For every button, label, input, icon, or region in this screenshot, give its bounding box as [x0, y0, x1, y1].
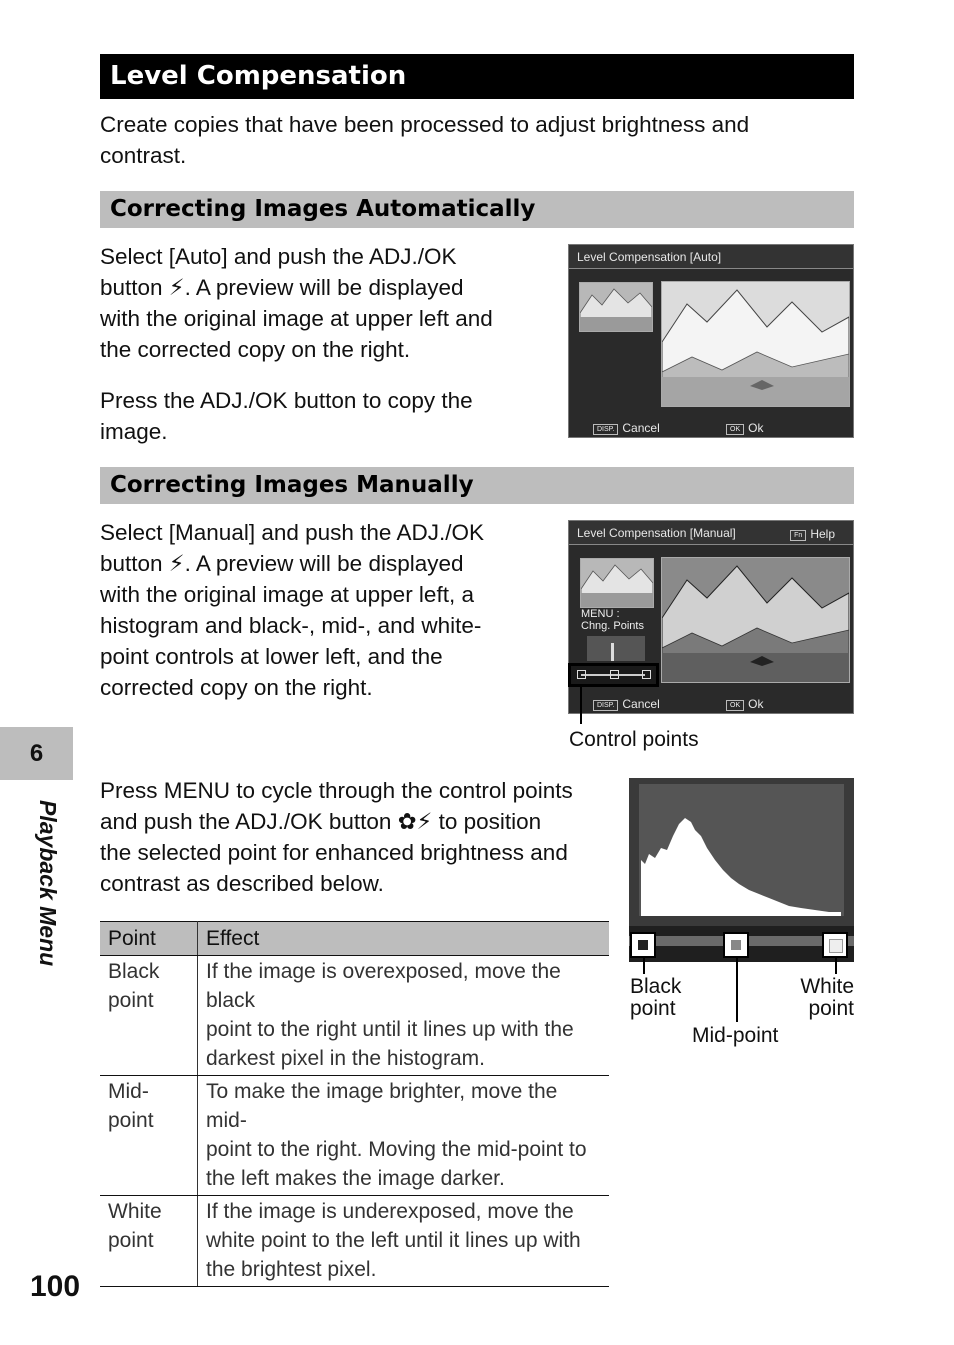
- white-point-label: [798, 976, 854, 1020]
- mid-point-label: Mid-point: [692, 1024, 779, 1047]
- effect-cell: [198, 956, 610, 1076]
- text-line: with the original image at upper left, a: [100, 582, 474, 607]
- mid-point-swatch: [731, 940, 741, 950]
- cell-line: point: [108, 989, 154, 1012]
- mini-histogram: [587, 636, 645, 661]
- cell-line: White: [108, 1200, 162, 1223]
- ok-key-icon: OK: [726, 700, 744, 711]
- effects-table: [100, 921, 609, 1287]
- original-thumbnail: [579, 282, 653, 332]
- white-point-swatch: [829, 939, 843, 953]
- section-heading-manual: Correcting Images Manually: [100, 467, 854, 504]
- cell-line: Mid-: [108, 1080, 149, 1103]
- cycle-paragraph: [100, 775, 573, 899]
- intro-line: contrast.: [100, 143, 187, 168]
- help-label: Help: [810, 527, 835, 541]
- callout-line: [643, 958, 645, 974]
- black-point-label: [630, 976, 681, 1020]
- label-line: point: [808, 997, 854, 1020]
- help-hint: [790, 527, 835, 541]
- screen-title: Level Compensation [Manual]: [569, 521, 853, 545]
- column-header-point: Point: [100, 922, 198, 956]
- point-cell: [100, 1076, 198, 1196]
- label-line: Black: [630, 975, 682, 998]
- text-line: histogram and black-, mid-, and white-: [100, 613, 482, 638]
- control-points-highlight: [568, 663, 659, 687]
- auto-paragraph-1: [100, 241, 493, 365]
- ok-label: Ok: [748, 697, 764, 711]
- histogram-figure: [629, 778, 854, 962]
- landscape-thumbnail-icon: [581, 559, 653, 607]
- disp-key-icon: DISP.: [593, 700, 618, 711]
- histogram-peak: [611, 643, 614, 661]
- landscape-thumbnail-icon: [580, 283, 652, 331]
- ok-key-icon: OK: [726, 424, 744, 435]
- text-line: Press the ADJ./OK button to copy the: [100, 388, 473, 413]
- black-point-handle: [577, 670, 586, 679]
- white-point-handle: [642, 670, 651, 679]
- screen-title: Level Compensation [Auto]: [569, 245, 853, 269]
- cell-line: point to the right until it lines up with the: [206, 1018, 574, 1041]
- menu-hint-line: MENU :: [581, 608, 620, 620]
- text-line: contrast as described below.: [100, 871, 384, 896]
- text-line: the selected point for enhanced brightness and: [100, 840, 568, 865]
- label-line: White: [800, 975, 854, 998]
- manual-paragraph: [100, 517, 484, 703]
- table-row: [100, 1196, 609, 1287]
- cell-line: point to the right. Moving the mid-point to: [206, 1138, 587, 1161]
- text-line: button ⚡. A preview will be displayed: [100, 275, 464, 300]
- page-number: 100: [30, 1270, 81, 1303]
- cancel-label: Cancel: [622, 697, 660, 711]
- text-line: Press MENU to cycle through the control points: [100, 778, 573, 803]
- mid-point-control: [723, 932, 749, 958]
- text-line: Select [Manual] and push the ADJ./OK: [100, 520, 484, 545]
- cell-line: Black: [108, 960, 160, 983]
- table-row: [100, 956, 609, 1076]
- text-line: Select [Auto] and push the ADJ./OK: [100, 244, 457, 269]
- text-line: the corrected copy on the right.: [100, 337, 411, 362]
- chapter-label: Playback Menu: [35, 800, 61, 967]
- camera-screen-auto: [568, 244, 854, 438]
- text-line: with the original image at upper left and: [100, 306, 493, 331]
- cancel-hint: [593, 421, 660, 435]
- cell-line: To make the image brighter, move the mid-: [206, 1080, 558, 1132]
- page-title: Level Compensation: [100, 54, 854, 99]
- corrected-preview: [661, 281, 850, 407]
- mid-point-handle: [610, 670, 619, 679]
- fn-key-icon: Fn: [790, 530, 806, 541]
- table-header-row: [100, 922, 609, 956]
- black-point-swatch: [638, 940, 648, 950]
- cell-line: the brightest pixel.: [206, 1258, 377, 1281]
- callout-line: [736, 958, 738, 1022]
- table-row: [100, 1076, 609, 1196]
- cell-line: If the image is overexposed, move the black: [206, 960, 561, 1012]
- cell-line: the left makes the image darker.: [206, 1167, 505, 1190]
- cancel-hint: [593, 697, 660, 711]
- control-points-callout: Control points: [569, 728, 699, 751]
- ok-hint: [726, 421, 763, 435]
- section-heading-auto: Correcting Images Automatically: [100, 191, 854, 228]
- menu-hint-line: Chng. Points: [581, 620, 644, 632]
- landscape-preview-icon: [662, 558, 849, 682]
- effect-cell: [198, 1196, 610, 1287]
- original-thumbnail: [580, 558, 654, 608]
- text-line: button ⚡. A preview will be displayed: [100, 551, 464, 576]
- auto-paragraph-2: [100, 385, 473, 447]
- text-line: point controls at lower left, and the: [100, 644, 443, 669]
- label-line: point: [630, 997, 676, 1020]
- camera-screen-manual: [568, 520, 854, 714]
- cell-line: darkest pixel in the histogram.: [206, 1047, 485, 1070]
- ok-label: Ok: [748, 421, 764, 435]
- point-cell: [100, 1196, 198, 1287]
- column-header-effect: Effect: [198, 922, 610, 956]
- intro-line: Create copies that have been processed to adjust brightness and: [100, 112, 750, 137]
- text-line: corrected copy on the right.: [100, 675, 373, 700]
- point-cell: [100, 956, 198, 1076]
- effect-cell: [198, 1076, 610, 1196]
- cell-line: point: [108, 1229, 154, 1252]
- landscape-preview-icon: [662, 282, 849, 406]
- menu-hint: [581, 608, 644, 632]
- black-point-control: [630, 932, 656, 958]
- ok-hint: [726, 697, 763, 711]
- cell-line: If the image is underexposed, move the: [206, 1200, 574, 1223]
- corrected-preview: [661, 557, 850, 683]
- callout-line: [580, 686, 582, 724]
- disp-key-icon: DISP.: [593, 424, 618, 435]
- white-point-control: [822, 932, 848, 958]
- cell-line: point: [108, 1109, 154, 1132]
- cell-line: white point to the left until it lines up with: [206, 1229, 581, 1252]
- text-line: image.: [100, 419, 168, 444]
- chapter-tab: 6: [0, 727, 73, 780]
- text-line: and push the ADJ./OK button ✿⚡ to position: [100, 809, 542, 834]
- callout-line: [835, 958, 837, 974]
- intro-text: [100, 109, 749, 171]
- cancel-label: Cancel: [622, 421, 660, 435]
